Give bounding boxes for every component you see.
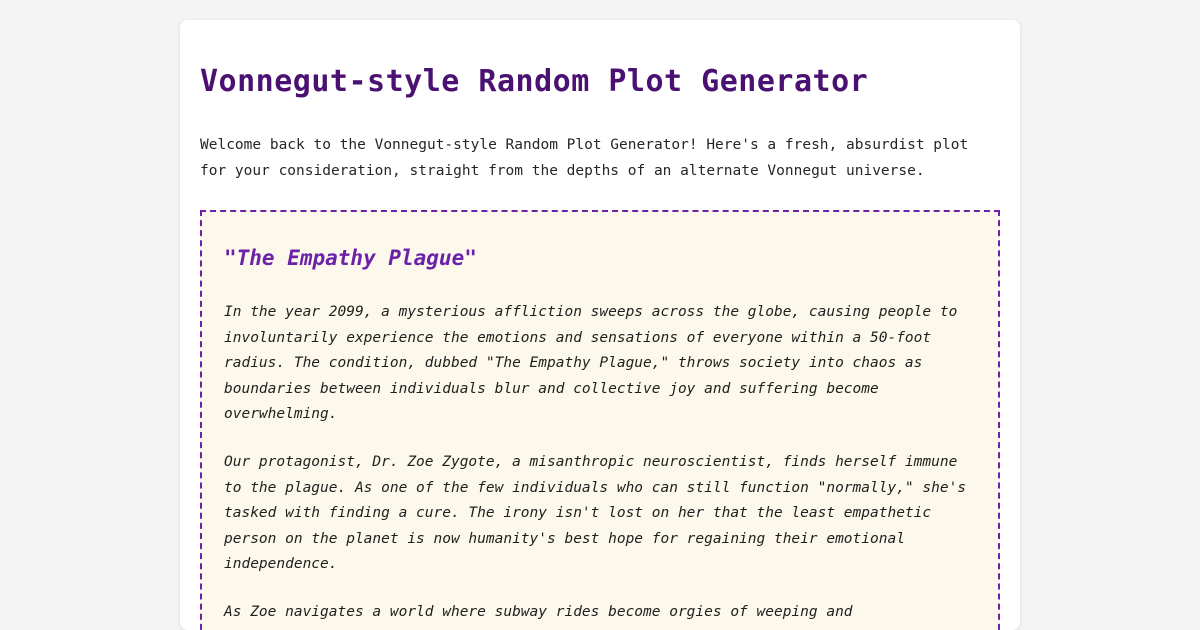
plot-container bbox=[200, 210, 1000, 630]
plot-paragraph: Our protagonist, Dr. Zoe Zygote, a misanthropic neuroscientist, finds herself immune to the plague. As one of the few individuals who can still function "normally," she's tasked with finding a cure. The irony isn't lost on her that the least empathetic person on the planet is now humanity's best hope for regaining their emotional independence. bbox=[224, 453, 967, 573]
plot-paragraph: As Zoe navigates a world where subway rides become orgies of weeping and bbox=[224, 603, 853, 620]
content-card bbox=[180, 20, 1020, 630]
intro-paragraph: Welcome back to the Vonnegut-style Random Plot Generator! Here's a fresh, absurdist plot for your consideration, straight from the depths of an alternate Vonnegut universe. bbox=[200, 137, 969, 179]
plot-title: "The Empathy Plague" bbox=[224, 246, 477, 270]
page-title: Vonnegut-style Random Plot Generator bbox=[200, 64, 869, 99]
plot-paragraph: In the year 2099, a mysterious affliction sweeps across the globe, causing people to involuntarily experience the emotions and sensations of everyone within a 50-foot radius. The condition, dubbed "The Empathy Plague," throws society into chaos as boundaries between individuals blur and collective joy and suffering become overwhelming. bbox=[224, 304, 958, 423]
